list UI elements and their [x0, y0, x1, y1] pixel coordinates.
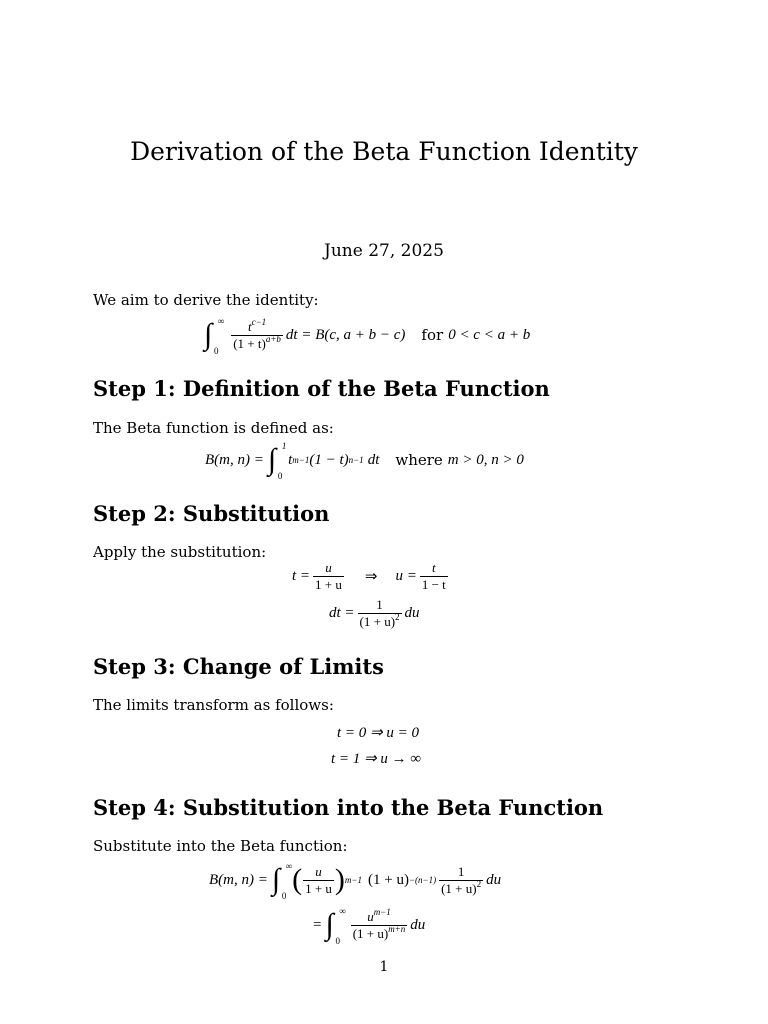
integral-sign: ∫ 1 0 [267, 441, 287, 481]
step4-equation-line2: = ∫ ∞ 0 $\frac{u^{m-1}}{(1 + u)^{m+n}}$ du [313, 906, 426, 946]
integral-sign: ∫ ∞ 0 [325, 906, 346, 946]
intro-condition-word: for [421, 326, 444, 344]
intro-text: We aim to derive the identity: [93, 291, 319, 309]
step4-equation-line1: B(m, n) = ∫ ∞ 0 ( $\frac{u}{1 + u}$ ) m−1 (1 + u) −(n−1) $\frac{1}{(1 + u)^2}$ du [209, 861, 502, 901]
step2-differential-equation: dt = $\frac{1}{(1 + u)^2}$ du [329, 596, 420, 629]
intro-equation [204, 314, 530, 356]
step2-substitution-equation: t = $\frac{u}{1 + u}$ ⇒ u = $\frac{t}{1 - t}$ [292, 559, 446, 592]
step3-heading: Step 3: Change of Limits [93, 654, 384, 679]
step3-text: The limits transform as follows: [93, 696, 334, 714]
step2-text: Apply the substitution: [93, 543, 267, 561]
integrand-fraction: $\frac{t^{c-1}}{(1 + t)^{a+b}}$ [233, 316, 281, 351]
intro-rhs: dt = B(c, a + b − c) [285, 326, 406, 343]
integral-sign: ∫ ∞ 0 [204, 316, 225, 356]
step1-text: The Beta function is defined as: [93, 419, 334, 437]
step3-limit-lower: t = 0 ⇒ u = 0 [337, 724, 419, 741]
page-number: 1 [379, 959, 389, 975]
step2-heading: Step 2: Substitution [93, 501, 330, 526]
step1-equation: B(m, n) = ∫ 1 0 t m−1 (1 − t) n−1 dt where m > 0, n > 0 [205, 441, 524, 481]
document-title: Derivation of the Beta Function Identity [130, 137, 638, 166]
document-date: June 27, 2025 [324, 241, 444, 261]
step1-heading: Step 1: Definition of the Beta Function [93, 376, 550, 401]
intro-condition: 0 < c < a + b [448, 326, 531, 343]
step3-limit-upper: t = 1 ⇒ u → ∞ [331, 750, 422, 767]
integral-sign: ∫ ∞ 0 [271, 861, 293, 901]
step4-heading: Step 4: Substitution into the Beta Function [93, 795, 604, 820]
step4-text: Substitute into the Beta function: [93, 837, 348, 855]
